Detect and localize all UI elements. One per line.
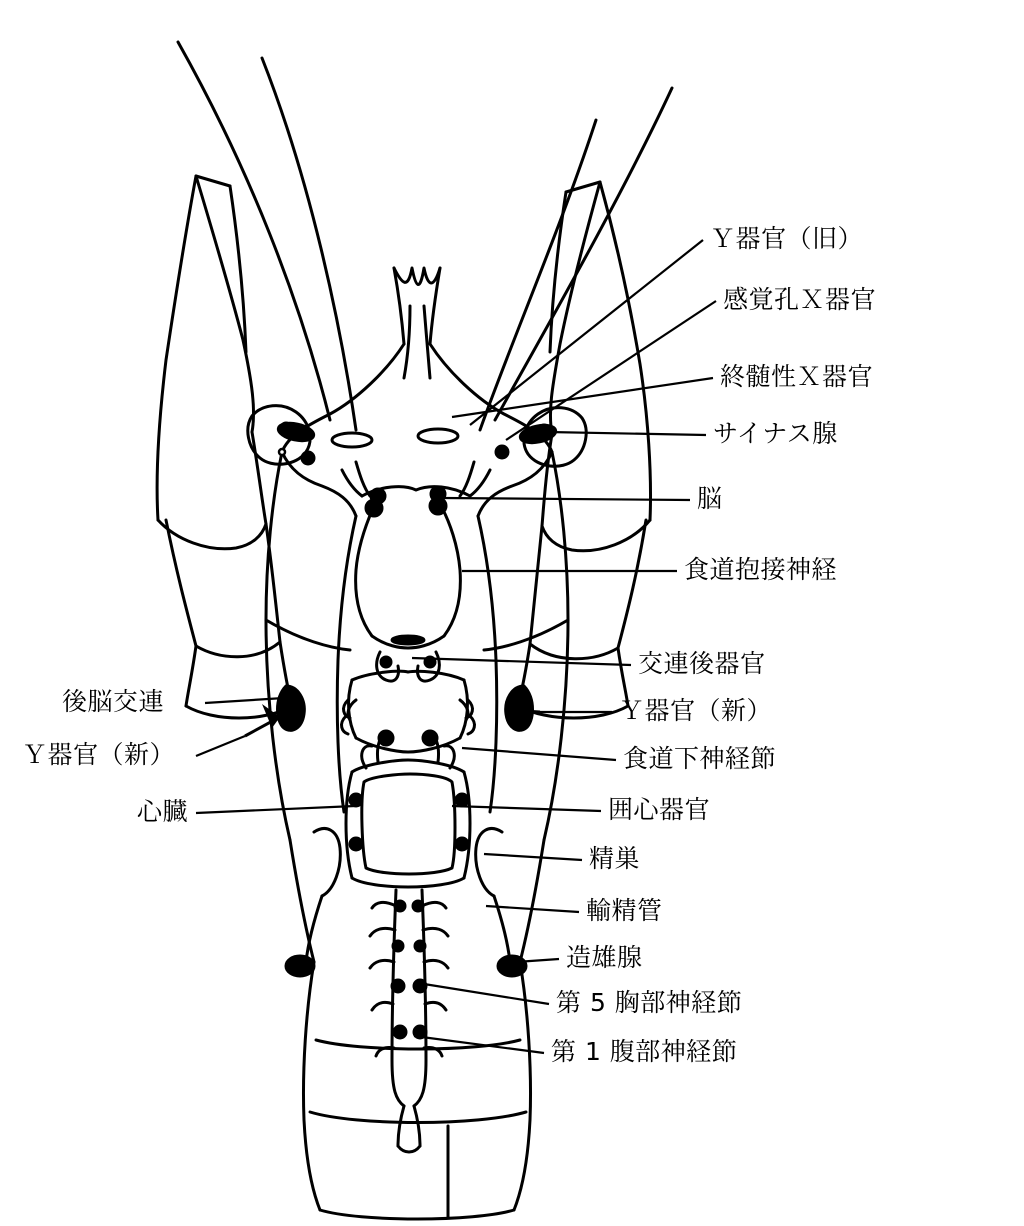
- segmental-nerve-l2: [370, 928, 395, 936]
- leader-heart: [196, 806, 355, 813]
- label-y-organ-old: Ｙ器官（旧）: [710, 224, 864, 253]
- nerve-cord-tail-left: [398, 1106, 404, 1146]
- label-y-organ-new-right: Ｙ器官（新）: [619, 696, 773, 725]
- merus-left-outer: [186, 646, 196, 706]
- abdomen-bottom: [320, 1210, 514, 1219]
- connective-origin-right: [430, 498, 446, 514]
- optic-nerve-right: [470, 470, 490, 496]
- leader-y-organ-new-left: [196, 736, 245, 756]
- segmental-nerve-r4: [425, 1002, 446, 1010]
- heart-top: [352, 760, 464, 772]
- label-y-organ-new-left: Ｙ器官（新）: [22, 740, 176, 769]
- rostrum-tip-serrations: [394, 268, 440, 285]
- carpus-right-outer: [618, 520, 646, 648]
- claw-left-outer-edge: [157, 176, 196, 520]
- testis-lobe-left: [314, 829, 340, 896]
- heart-right: [464, 772, 470, 878]
- medulla-terminalis-x-organ-left: [302, 452, 314, 464]
- fifth-thoracic-ganglion-dot-left: [392, 980, 404, 992]
- label-esophageal-connective: 食道抱接神経: [684, 555, 838, 584]
- heart-left: [346, 772, 352, 878]
- post-commissural-mass: [392, 636, 424, 644]
- abdominal-segment-line-1: [316, 1040, 520, 1049]
- ganglion-dot-4: [415, 941, 425, 951]
- claw-left-fixed-finger: [230, 186, 246, 352]
- androgenic-gland-right: [498, 956, 526, 976]
- label-vas-deferens: 輸精管: [586, 896, 663, 925]
- leader-post-commissural-organ: [412, 658, 631, 665]
- esophageal-connective-left: [356, 506, 374, 636]
- segmental-nerve-l4: [372, 1002, 393, 1010]
- leader-subesophageal-ganglion: [462, 748, 616, 760]
- claw-right-base: [542, 520, 650, 551]
- carapace-right-orbit: [478, 452, 552, 516]
- label-sinus-gland: サイナス腺: [713, 419, 838, 448]
- post-commissural-dot-left: [381, 657, 391, 667]
- heart-ostium-left-1: [350, 794, 362, 806]
- label-testis: 精巣: [589, 844, 641, 873]
- sensory-pore-x-organ-right: [496, 446, 508, 458]
- segmental-nerve-r3: [424, 960, 448, 968]
- carpus-right-joint: [530, 644, 618, 659]
- label-posterior-brain-commissure: 後脳交連: [62, 687, 165, 716]
- testis-lobe-right: [476, 829, 502, 896]
- heart-ostium-right-1: [456, 794, 468, 806]
- nerve-cord-tail-right: [414, 1106, 420, 1146]
- claw-left-inner-edge: [252, 432, 266, 524]
- antenna-right-outer: [495, 88, 672, 420]
- label-post-commissural-organ: 交連後器官: [638, 649, 766, 678]
- label-subesophageal-ganglion: 食道下神経節: [623, 744, 777, 773]
- label-sensory-pore-x-organ: 感覚孔Ｘ器官: [723, 285, 877, 314]
- label-medulla-terminalis-x-organ: 終髄性Ｘ器官: [720, 362, 874, 391]
- leader-brain: [444, 498, 690, 500]
- segmental-nerve-l3: [370, 960, 394, 968]
- branchiostegite-right: [544, 452, 568, 840]
- ganglion-dot-3: [393, 941, 403, 951]
- carpus-right-inner: [530, 526, 542, 644]
- subesophageal-upper: [352, 671, 464, 680]
- segmental-nerve-r1: [422, 902, 446, 908]
- antenna-left-inner: [262, 58, 356, 430]
- carapace-left-side: [337, 516, 356, 812]
- connective-origin-left: [366, 500, 382, 516]
- antennal-gland-right: [418, 429, 458, 443]
- heart-bottom: [352, 878, 464, 887]
- leader-fifth-thoracic-ganglion: [424, 984, 549, 1004]
- claw-left-base: [158, 520, 266, 549]
- label-androgenic-gland: 造雄腺: [566, 943, 643, 972]
- esophageal-connective-right: [440, 504, 460, 636]
- leader-pericardial-organ: [452, 806, 601, 811]
- sinus-gland-right-dot: [539, 425, 549, 435]
- lateral-nerve-right-2: [468, 716, 474, 734]
- sensory-pore-left: [279, 449, 285, 455]
- label-heart: 心臓: [137, 797, 189, 826]
- nerve-cord-right: [414, 890, 426, 1106]
- nerve-cord-tail-end: [398, 1146, 420, 1152]
- claw-left-tip: [196, 176, 230, 186]
- nerve-cord-left: [392, 890, 404, 1106]
- label-first-abdominal-ganglion: 第 1 腹部神経節: [551, 1037, 738, 1066]
- vas-deferens-left: [306, 896, 322, 962]
- label-pericardial-organ: 囲心器官: [608, 795, 711, 824]
- carapace-right-side: [478, 516, 497, 812]
- antenna-left-outer: [178, 42, 330, 420]
- label-brain: 脳: [697, 484, 723, 513]
- sinus-gland-left-dot: [281, 423, 291, 433]
- claw-right-outer-edge: [600, 182, 651, 520]
- fifth-thoracic-ganglion-dot-right: [414, 980, 426, 992]
- abdomen-left-edge: [303, 962, 320, 1210]
- label-fifth-thoracic-ganglion: 第 5 胸部神経節: [556, 988, 743, 1017]
- leader-sinus-gland: [548, 432, 706, 435]
- segmental-nerve-r2: [423, 928, 448, 936]
- segmental-nerve-l1: [372, 902, 396, 908]
- heart-ostium-right-2: [456, 838, 468, 850]
- heart-inner: [362, 774, 455, 874]
- first-abdominal-ganglion-dot-left: [394, 1026, 406, 1038]
- lateral-nerve-left-2: [342, 716, 348, 734]
- claw-left-dactyl-upper: [196, 176, 254, 432]
- androgenic-gland-left: [286, 956, 314, 976]
- antenna-right-inner: [480, 120, 596, 430]
- branchiostegite-left: [266, 452, 290, 840]
- antennal-gland-left: [332, 433, 372, 447]
- pericardial-organ-left: [278, 686, 305, 730]
- leader-testis: [484, 854, 582, 860]
- leader-first-abdominal-ganglion: [414, 1036, 544, 1053]
- heart-ostium-left-2: [350, 838, 362, 850]
